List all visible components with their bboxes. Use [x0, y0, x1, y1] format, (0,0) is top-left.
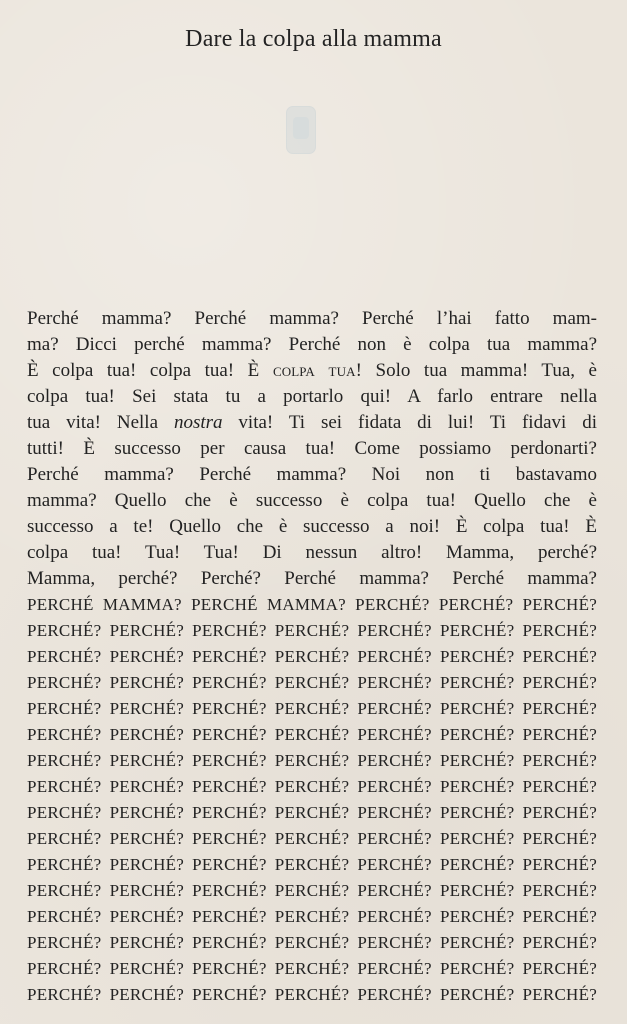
repeated-line: PERCHÉ? PERCHÉ? PERCHÉ? PERCHÉ? PERCHÉ? PERCHÉ? PERCHÉ? — [27, 699, 597, 718]
paragraph-line: successo a te! Quello che è successo a noi! È colpa tua! È — [27, 516, 597, 537]
emphasized-word: nostra — [173, 412, 223, 433]
repeated-line: PERCHÉ MAMMA? PERCHÉ MAMMA? PERCHÉ? PERCHÉ? PERCHÉ? — [27, 595, 597, 614]
repeated-line: PERCHÉ? PERCHÉ? PERCHÉ? PERCHÉ? PERCHÉ? PERCHÉ? PERCHÉ? — [27, 985, 597, 1004]
repeated-line: PERCHÉ? PERCHÉ? PERCHÉ? PERCHÉ? PERCHÉ? PERCHÉ? PERCHÉ? — [27, 907, 597, 926]
paragraph-line — [27, 410, 597, 436]
paragraph-line: colpa tua! Sei stata tu a portarlo qui! A farlo entrare nella — [27, 386, 597, 407]
repeated-line: PERCHÉ? PERCHÉ? PERCHÉ? PERCHÉ? PERCHÉ? PERCHÉ? PERCHÉ? — [27, 829, 597, 848]
paragraph-line — [27, 358, 597, 384]
watermark-icon — [286, 106, 316, 154]
line-fragment: vita! Ti sei fidata di lui! Ti fidavi di — [222, 412, 597, 433]
repeated-line: PERCHÉ? PERCHÉ? PERCHÉ? PERCHÉ? PERCHÉ? PERCHÉ? PERCHÉ? — [27, 855, 597, 874]
repeated-line: PERCHÉ? PERCHÉ? PERCHÉ? PERCHÉ? PERCHÉ? PERCHÉ? PERCHÉ? — [27, 647, 597, 666]
paragraph-line: Perché mamma? Perché mamma? Noi non ti bastavamo — [27, 464, 597, 485]
paragraph-line: colpa tua! Tua! Tua! Di nessun altro! Mamma, perché? — [27, 542, 597, 563]
paragraph-line: ma? Dicci perché mamma? Perché non è colpa tua mamma? — [27, 334, 597, 355]
paragraph-line: mamma? Quello che è successo è colpa tua! Quello che è — [27, 490, 597, 511]
paragraph-line: Mamma, perché? Perché? Perché mamma? Perché mamma? — [27, 568, 597, 589]
line-fragment: È colpa tua! colpa tua! — [27, 360, 248, 381]
repeated-line: PERCHÉ? PERCHÉ? PERCHÉ? PERCHÉ? PERCHÉ? PERCHÉ? PERCHÉ? — [27, 959, 597, 978]
repeated-line: PERCHÉ? PERCHÉ? PERCHÉ? PERCHÉ? PERCHÉ? PERCHÉ? PERCHÉ? — [27, 803, 597, 822]
page-text — [27, 306, 597, 1008]
paragraph-line: tutti! È successo per causa tua! Come possiamo perdonarti? — [27, 438, 597, 459]
repeated-line: PERCHÉ? PERCHÉ? PERCHÉ? PERCHÉ? PERCHÉ? PERCHÉ? PERCHÉ? — [27, 751, 597, 770]
line-fragment: Solo tua mamma! Tua, è — [362, 360, 597, 381]
emphasized-phrase: È colpa tua! — [247, 360, 363, 381]
repeated-line: PERCHÉ? PERCHÉ? PERCHÉ? PERCHÉ? PERCHÉ? PERCHÉ? PERCHÉ? — [27, 725, 597, 744]
repeated-line: PERCHÉ? PERCHÉ? PERCHÉ? PERCHÉ? PERCHÉ? PERCHÉ? PERCHÉ? — [27, 673, 597, 692]
repeated-line: PERCHÉ? PERCHÉ? PERCHÉ? PERCHÉ? PERCHÉ? PERCHÉ? PERCHÉ? — [27, 777, 597, 796]
paragraph-line: Perché mamma? Perché mamma? Perché l’hai fatto mam- — [27, 308, 597, 329]
repeated-line: PERCHÉ? PERCHÉ? PERCHÉ? PERCHÉ? PERCHÉ? PERCHÉ? PERCHÉ? — [27, 933, 597, 952]
repeated-line: PERCHÉ? PERCHÉ? PERCHÉ? PERCHÉ? PERCHÉ? PERCHÉ? PERCHÉ? — [27, 621, 597, 640]
repeated-line: PERCHÉ? PERCHÉ? PERCHÉ? PERCHÉ? PERCHÉ? PERCHÉ? PERCHÉ? — [27, 881, 597, 900]
line-fragment: tua vita! Nella — [27, 412, 174, 433]
chapter-title: Dare la colpa alla mamma — [185, 26, 442, 52]
